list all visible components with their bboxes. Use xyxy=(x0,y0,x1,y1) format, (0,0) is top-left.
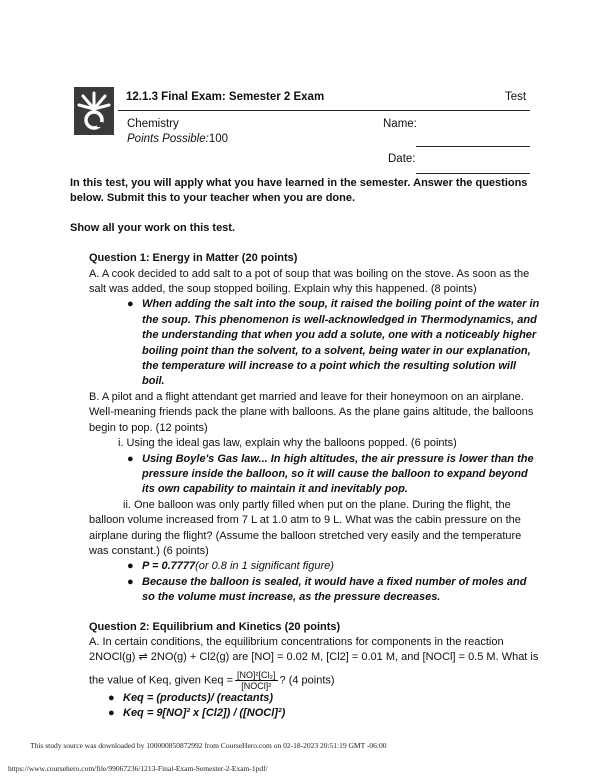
date-label: Date: xyxy=(388,153,416,165)
q1-a-prompt: A. A cook decided to add salt to a pot of soup that was boiling on the stove. As soon as the salt was added, the soup stopped boiling. Explain why this happened. (8 points) xyxy=(89,267,530,296)
q1-bii-answer-2-text: Because the balloon is sealed, it would have a fixed number of moles and so the volume must increase, as the pressure decreases. xyxy=(142,575,527,604)
question-2-title: Question 2: Equilibrium and Kinetics (20 points) xyxy=(89,620,341,633)
q1-bii-prompt: ii. One balloon was only partly filled when put on the plane. During the flight, the balloon volume increased from 7 L at 1.0 atm to 9 L. What was the cabin pressure on the airplane during the flight? (Assume the balloon stretched very easily and the temperature was constant.) (6 points) xyxy=(89,498,522,557)
q1-bi-answer-text: Using Boyle's Gas law... In high altitudes, the air pressure is lower than the pressure inside the balloon, so it will cause the balloon to expand beyond its own capability to maintain it and inevitably pop. xyxy=(142,452,534,496)
q1-b-prompt: B. A pilot and a flight attendant get married and leave for their honeymoon on an airplane. Well-meaning friends pack the plane with balloons. As the plane gains altitude, the balloons begin to pop. (12 points) xyxy=(89,390,534,434)
header-divider xyxy=(118,110,530,111)
exam-title: 12.1.3 Final Exam: Semester 2 Exam xyxy=(126,91,325,103)
url-footer[interactable]: https://www.coursehero.com/file/99067236/1213-Final-Exam-Semester-2-Exam-1pdf/ xyxy=(8,764,268,773)
q1-a-answer-text: When adding the salt into the soup, it raised the boiling point of the water in the soup. This phenomenon is well-acknowledged in Thermodynamics, and the understanding that when you add a solute, one with a noticeably higher boiling point than the solvent, to a solvent, being water in our explanation, the temperature will increase to a point which the resulting solution will boil. xyxy=(142,298,540,388)
exam-body xyxy=(70,176,540,722)
subject-label: Chemistry xyxy=(127,118,179,130)
keq-fraction xyxy=(235,670,278,691)
q1-bii-answer-1 xyxy=(89,559,540,574)
bullet-icon: ● xyxy=(127,575,134,588)
q1-a-answer xyxy=(89,297,540,389)
q1-bii-answer-2 xyxy=(89,575,540,606)
q2-a-answer-1 xyxy=(89,691,540,706)
points-possible xyxy=(127,133,228,145)
school-logo-icon xyxy=(74,87,114,135)
name-label: Name: xyxy=(383,118,417,130)
bullet-icon: ● xyxy=(127,560,134,573)
question-1 xyxy=(70,251,540,605)
source-footer: This study source was downloaded by 100000850872992 from CourseHero.com on 02-18-2023 20:51:19 GMT -06:00 xyxy=(30,741,387,750)
points-value: 100 xyxy=(208,133,229,145)
bullet-icon: ● xyxy=(127,452,134,465)
points-label: Points Possible: xyxy=(127,133,209,145)
q2-a-answer-2 xyxy=(89,706,540,721)
keq-numerator: [NO]²[Cl₂] xyxy=(237,669,276,680)
q1-bii-answer-bold: P = 0.7777 xyxy=(142,560,196,573)
q2-a-prompt-1: A. In certain conditions, the equilibrium concentrations for components in the reaction xyxy=(89,635,504,648)
q2-a-answer-2-text: Keq = 9[NO]² x [Cl2]) / ([NOCl]²) xyxy=(123,707,286,720)
q2-reaction: 2NOCl(g) ⇌ 2NO(g) + Cl2(g) are [NO] = 0.02 M, [Cl2] = 0.01 M, and [NOCl] = 0.5 M. What is xyxy=(89,651,539,664)
q1-bi-answer xyxy=(89,452,540,498)
bullet-icon: ● xyxy=(127,298,134,311)
q2-a-answer-1-text: Keq = (products)/ (reactants) xyxy=(123,691,274,704)
intro-text: In this test, you will apply what you have learned in the semester. Answer the questions below. Submit this to your teacher when you are done. xyxy=(70,177,528,205)
exam-type: Test xyxy=(505,91,527,103)
bullet-icon: ● xyxy=(108,691,115,704)
question-1-title: Question 1: Energy in Matter (20 points) xyxy=(89,252,298,265)
keq-denominator: [NOCl]² xyxy=(241,680,272,691)
q2-a-prompt-2 xyxy=(89,670,540,691)
name-field-line xyxy=(416,146,530,147)
question-2 xyxy=(70,620,540,722)
keq-suffix: ? (4 points) xyxy=(279,674,335,687)
show-work-text: Show all your work on this test. xyxy=(70,221,236,234)
q1-bi-prompt: i. Using the ideal gas law, explain why the balloons popped. (6 points) xyxy=(118,437,457,450)
q1-bii-answer-rest: (or 0.8 in 1 significant figure) xyxy=(195,560,334,573)
bullet-icon: ● xyxy=(108,707,115,720)
date-field-line xyxy=(416,173,530,174)
keq-prefix: the value of Keq, given Keq = xyxy=(89,674,234,687)
